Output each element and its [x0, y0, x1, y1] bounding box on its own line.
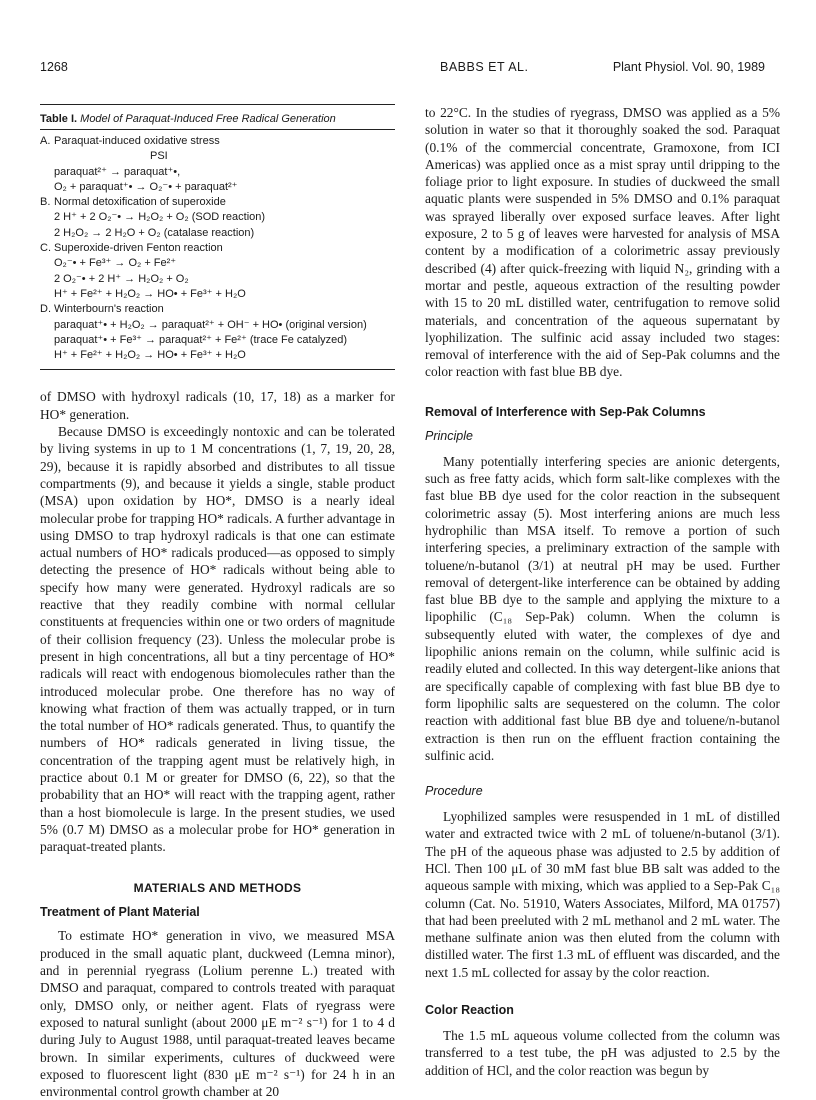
- journal-citation: Plant Physiol. Vol. 90, 1989: [612, 60, 765, 74]
- paragraph: To estimate HO* generation in vivo, we measured MSA produced in the small aquatic plant, duckweed (Lemna minor), and in perennial ryegrass (Lolium perenne L.) treated with DMSO and paraquat, compared to controls treated with paraquat only, DMSO only, or neither agent. Flats of ryegrass were exposed to natural sunlight (about 2000 μE m⁻² s⁻¹) for 1 to 4 d during July to August 1988, until paraquat-treated leaves became brown. In similar experiments, cultures of duckweed were exposed to fluorescent light (830 μE m⁻² s⁻¹) for 24 h in an environmental control growth chamber at 20: [40, 928, 395, 1100]
- equation-line: H⁺ + Fe²⁺ + H₂O₂ → HO• + Fe³⁺ + H₂O: [54, 287, 246, 300]
- table-section-b: [40, 195, 395, 241]
- table-section-d: [40, 302, 395, 363]
- section-heading: Normal detoxification of superoxide: [54, 196, 226, 209]
- section-heading: Paraquat-induced oxidative stress: [54, 135, 220, 147]
- equation-line: 2 H₂O₂ → 2 H₂O + O₂ (catalase reaction): [54, 226, 255, 239]
- equation-line: O₂ + paraquat⁺• → O₂⁻• + paraquat²⁺: [54, 180, 238, 193]
- table-label: Table I.: [40, 113, 78, 125]
- section-letter: A.: [40, 135, 51, 147]
- section-heading-methods: MATERIALS AND METHODS: [133, 881, 302, 896]
- table-title: [40, 105, 395, 130]
- equation-line: PSI: [150, 150, 168, 163]
- table-body: [40, 130, 395, 369]
- table-caption: Model of Paraquat-Induced Free Radical Generation: [80, 113, 336, 125]
- equation-line: 2 H⁺ + 2 O₂⁻• → H₂O₂ + O₂ (SOD reaction): [54, 211, 266, 224]
- subsubsection-heading: Principle: [425, 428, 473, 443]
- page-header: [40, 60, 765, 78]
- subsection-heading: Color Reaction: [425, 1003, 514, 1018]
- section-letter: B.: [40, 196, 51, 209]
- equation-line: paraquat²⁺ → paraquat⁺•,: [54, 165, 181, 178]
- equation-line: O₂⁻• + Fe³⁺ → O₂ + Fe²⁺: [54, 257, 177, 270]
- table-1: [40, 104, 395, 370]
- equation-line: H⁺ + Fe²⁺ + H₂O₂ → HO• + Fe³⁺ + H₂O: [54, 349, 246, 362]
- equation-line: paraquat⁺• + Fe³⁺ → paraquat²⁺ + Fe²⁺ (trace Fe catalyzed): [54, 333, 348, 346]
- right-column: [425, 104, 780, 1079]
- subsection-heading: Treatment of Plant Material: [40, 905, 200, 920]
- running-authors: BABBS ET AL.: [440, 60, 529, 74]
- page-number: 1268: [40, 60, 68, 74]
- subsubsection-heading: Procedure: [425, 784, 483, 799]
- left-column: [40, 104, 395, 1100]
- table-section-c: [40, 241, 395, 302]
- equation-line: paraquat⁺• + H₂O₂ → paraquat²⁺ + OH⁻ + HO• (original version): [54, 318, 367, 331]
- section-letter: D.: [40, 303, 51, 316]
- subsection-heading: Removal of Interference with Sep-Pak Columns: [425, 404, 706, 419]
- section-letter: C.: [40, 242, 51, 255]
- table-section-a: [40, 134, 395, 195]
- paragraph: The 1.5 mL aqueous volume collected from the column was transferred to a test tube, the pH was adjusted to 2.5 by the addition of HCl, and the color reaction was begun by: [425, 1028, 780, 1078]
- paragraph: Because DMSO is exceedingly nontoxic and can be tolerated by living systems in up to 1 M concentrations (1, 7, 19, 20, 28, 29), because it is rapidly absorbed and distributes to all tissue compartments (9), and because it yields a single, stable product (MSA) upon oxidation by HO*, DMSO is a nearly ideal molecular probe for trapping HO* radicals. A further advantage in using DMSO to trap hydroxyl radicals is that one can estimate actual numbers of HO* radicals produced—as opposed to simply detecting the presence of HO* radicals without being able to specify how many were generated. Hydroxyl radicals are so reactive that they readily combine with normal cellular constituents at frequencies within one or two orders of magnitude of their collision frequency (23). Unless the molecular probe is present in high concentrations, all but a tiny percentage of HO* radicals will react with endogenous biomolecules rather than the introduced molecular probe. One therefore has no way of knowing what fraction of them was actually trapped, or in turn the total number of HO* radicals generated. Thus, to quantify the numbers of HO* radicals generated in living tissue, the concentration of the trapping agent must be relatively high, in practice about 0.1 M or greater for DMSO (6, 22), so that the probability that an HO* will react with the trapping agent, rather than a host biomolecule is large. In the present studies, we used 5% (0.7 M) DMSO as a molecular probe for HO* generation in paraquat-treated plants.: [40, 424, 395, 855]
- paragraph: Lyophilized samples were resuspended in 1 mL of distilled water and extracted twice with 2 mL of toluene/n-butanol (3/1). The pH of the aqueous phase was adjusted to 2.5 by addition of HCl. Then 100 μL of 30 mM fast blue BB salt was added to the aqueous sample with mixing, which was applied to a Sep-Pak C₁₈ column (Cat. No. 51910, Waters Associates, Milford, MA 01757) that had been preeluted with 2 mL methanol and 2 mL water. The methane sulfinate anion was then eluted from the column with distilled water. The first 1.3 mL of effluent was discarded, and the next 1.5 mL collected for assay by the color reaction.: [425, 809, 780, 980]
- paragraph: of DMSO with hydroxyl radicals (10, 17, 18) as a marker for HO* generation.: [40, 389, 395, 422]
- section-heading: Winterbourn's reaction: [54, 303, 164, 316]
- section-heading: Superoxide-driven Fenton reaction: [54, 242, 223, 255]
- paragraph: to 22°C. In the studies of ryegrass, DMSO was applied as a 5% solution in water so that it thoroughly soaked the sod. Paraquat (0.1% of the commercial concentrate, Gramoxone, from ICI Americas) was applied once as a mist spray until dripping to the foliage prior to light exposure. In studies of duckweed the small aquatic plants were suspended in 5% DMSO and 0.1% paraquat was sprayed liberally over exposed surface leaves. After light exposure, 2 to 5 g of leaves were harvested for analysis of MSA content by a modification of a colorimetric assay previously described (4) after quick-freezing with liquid N₂, grinding with a mortar and pestle, aqueous extraction of the resulting powder with 15 to 20 mL distilled water, centrifugation to remove solid materials, and concentration of the aqueous supernatant by lyophilization. The sulfinic acid assay included two stages: removal of interference with the aid of Sep-Pak columns and the color reaction with fast blue BB dye.: [425, 105, 780, 380]
- paragraph: Many potentially interfering species are anionic detergents, such as free fatty acids, which form salt-like complexes with the fast blue BB dye used for the color reaction in the subsequent colorimetric assay (5). Most interfering anions are much less hydrophilic than MSA itself. To remove a portion of such interfering species, a preliminary extraction of the sample with toluene/n-butanol (3/1) at neutral pH may be used. Further removal of detergent-like interference can be obtained by adding fast blue BB dye to the sample and applying the mixture to a lipophilic (C₁₈ Sep-Pak) column. When the column is subsequently eluted with water, the complexes of dye and lipophilic anions remain on the column, while sulfinic acid is readily eluted and collected. In this way detergent-like anions that are specifically capable of complexing with fast blue BB dye to form lipophilic salts are sequestered on the column. The color reaction with additional fast blue BB dye and toluene/n-butanol extraction is then run on the effluent fraction containing the sulfinic acid.: [425, 453, 780, 763]
- equation-line: 2 O₂⁻• + 2 H⁺ → H₂O₂ + O₂: [54, 272, 189, 285]
